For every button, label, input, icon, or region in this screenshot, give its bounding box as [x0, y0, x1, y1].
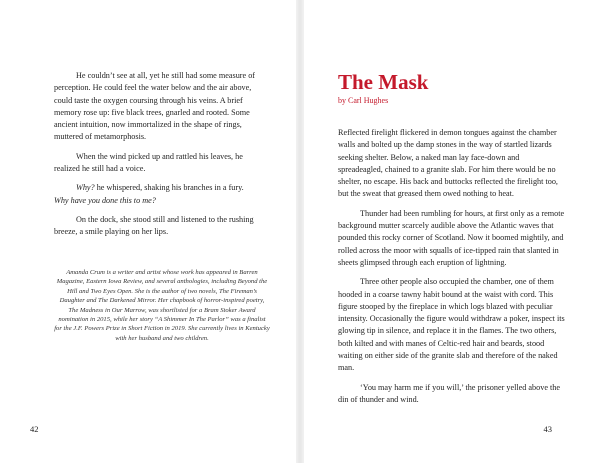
dialogue-narration: he whispered, shaking his branches in a fury. — [94, 183, 244, 193]
right-paragraph: Reflected firelight flickered in demon tongues against the chamber walls and bolted up the damp stones in the way of startled lizards seeking shelter. Below, a naked man lay face-down and spreadeagled, chained to a granite slab. For him there would be no shelter, no escape. His back and buttocks reflected the firelight too, but the sweat that greased them owed nothing to heat. — [338, 128, 558, 199]
dialogue-question: Why? — [76, 183, 95, 193]
book-gutter — [296, 0, 304, 463]
left-dialogue — [54, 182, 270, 207]
byline: by Carl Hughes — [338, 96, 389, 105]
left-paragraph: On the dock, she stood still and listened to the rushing breeze, a smile playing on her lips. — [54, 214, 254, 237]
dialogue-question: Why have you done this to me? — [54, 195, 156, 205]
left-page — [0, 0, 296, 463]
author-bio: Amanda Crum is a writer and artist whose work has appeared in Barren Magazine, Eastern Iowa Review, and several anthologies, including Beyond the Hill and Two Eyes Open. She is the author of two novels, The Fireman’s Daughter and The Darkened Mirror. Her chapbook of horror-inspired poetry, The Madness in Our Marrow, was shortlisted for a Bram Stoker Award nomination in 2015, while her story “A Shimmer In The Parlor” was a finalist for the J.F. Powers Prize in Short Fiction in 2019. She currently lives in Kentucky with her husband and two children. — [54, 269, 270, 342]
page-number: 43 — [543, 424, 552, 434]
left-story-text — [54, 70, 270, 239]
right-story-text — [338, 127, 566, 406]
story-title: The Mask — [338, 70, 429, 94]
right-paragraph: Three other people also occupied the chamber, one of them hooded in a coarse tawny habit bound at the waist with cord. This figure stooped by the fireplace in which logs blazed with peculiar intensity. Occasionally the figure would withdraw a poker, inspect its glowing tip in silence, and replace it in the flames. The two others, both kilted and with manes of Celtic-red hair and beards, stood waiting on either side of the granite slab and therefore of the naked man. — [338, 277, 565, 373]
right-paragraph: ‘You may harm me if you will,’ the prisoner yelled above the din of thunder and wind. — [338, 382, 561, 404]
page-number: 42 — [30, 424, 39, 434]
left-paragraph: When the wind picked up and rattled his leaves, he realized he still had a voice. — [54, 151, 243, 174]
right-page — [304, 0, 600, 463]
right-paragraph: Thunder had been rumbling for hours, at first only as a remote background mutter scarcely audible above the Atlantic waves that pounded this rocky corner of Scotland. Now it boomed mightily, and rolled across the moor with squalls of ice-tipped rain that slanted in sheets glimpsed through each eruption of lightning. — [338, 208, 565, 267]
left-paragraph: He couldn’t see at all, yet he still had some measure of perception. He could feel the water below and the air above, could taste the oxygen coursing through his veins. A brief memory rose up: five black trees, gnarled and rooted. Some ancient intuition, now immortalized in the shape of rings, muttered of metamorphosis. — [54, 71, 256, 142]
